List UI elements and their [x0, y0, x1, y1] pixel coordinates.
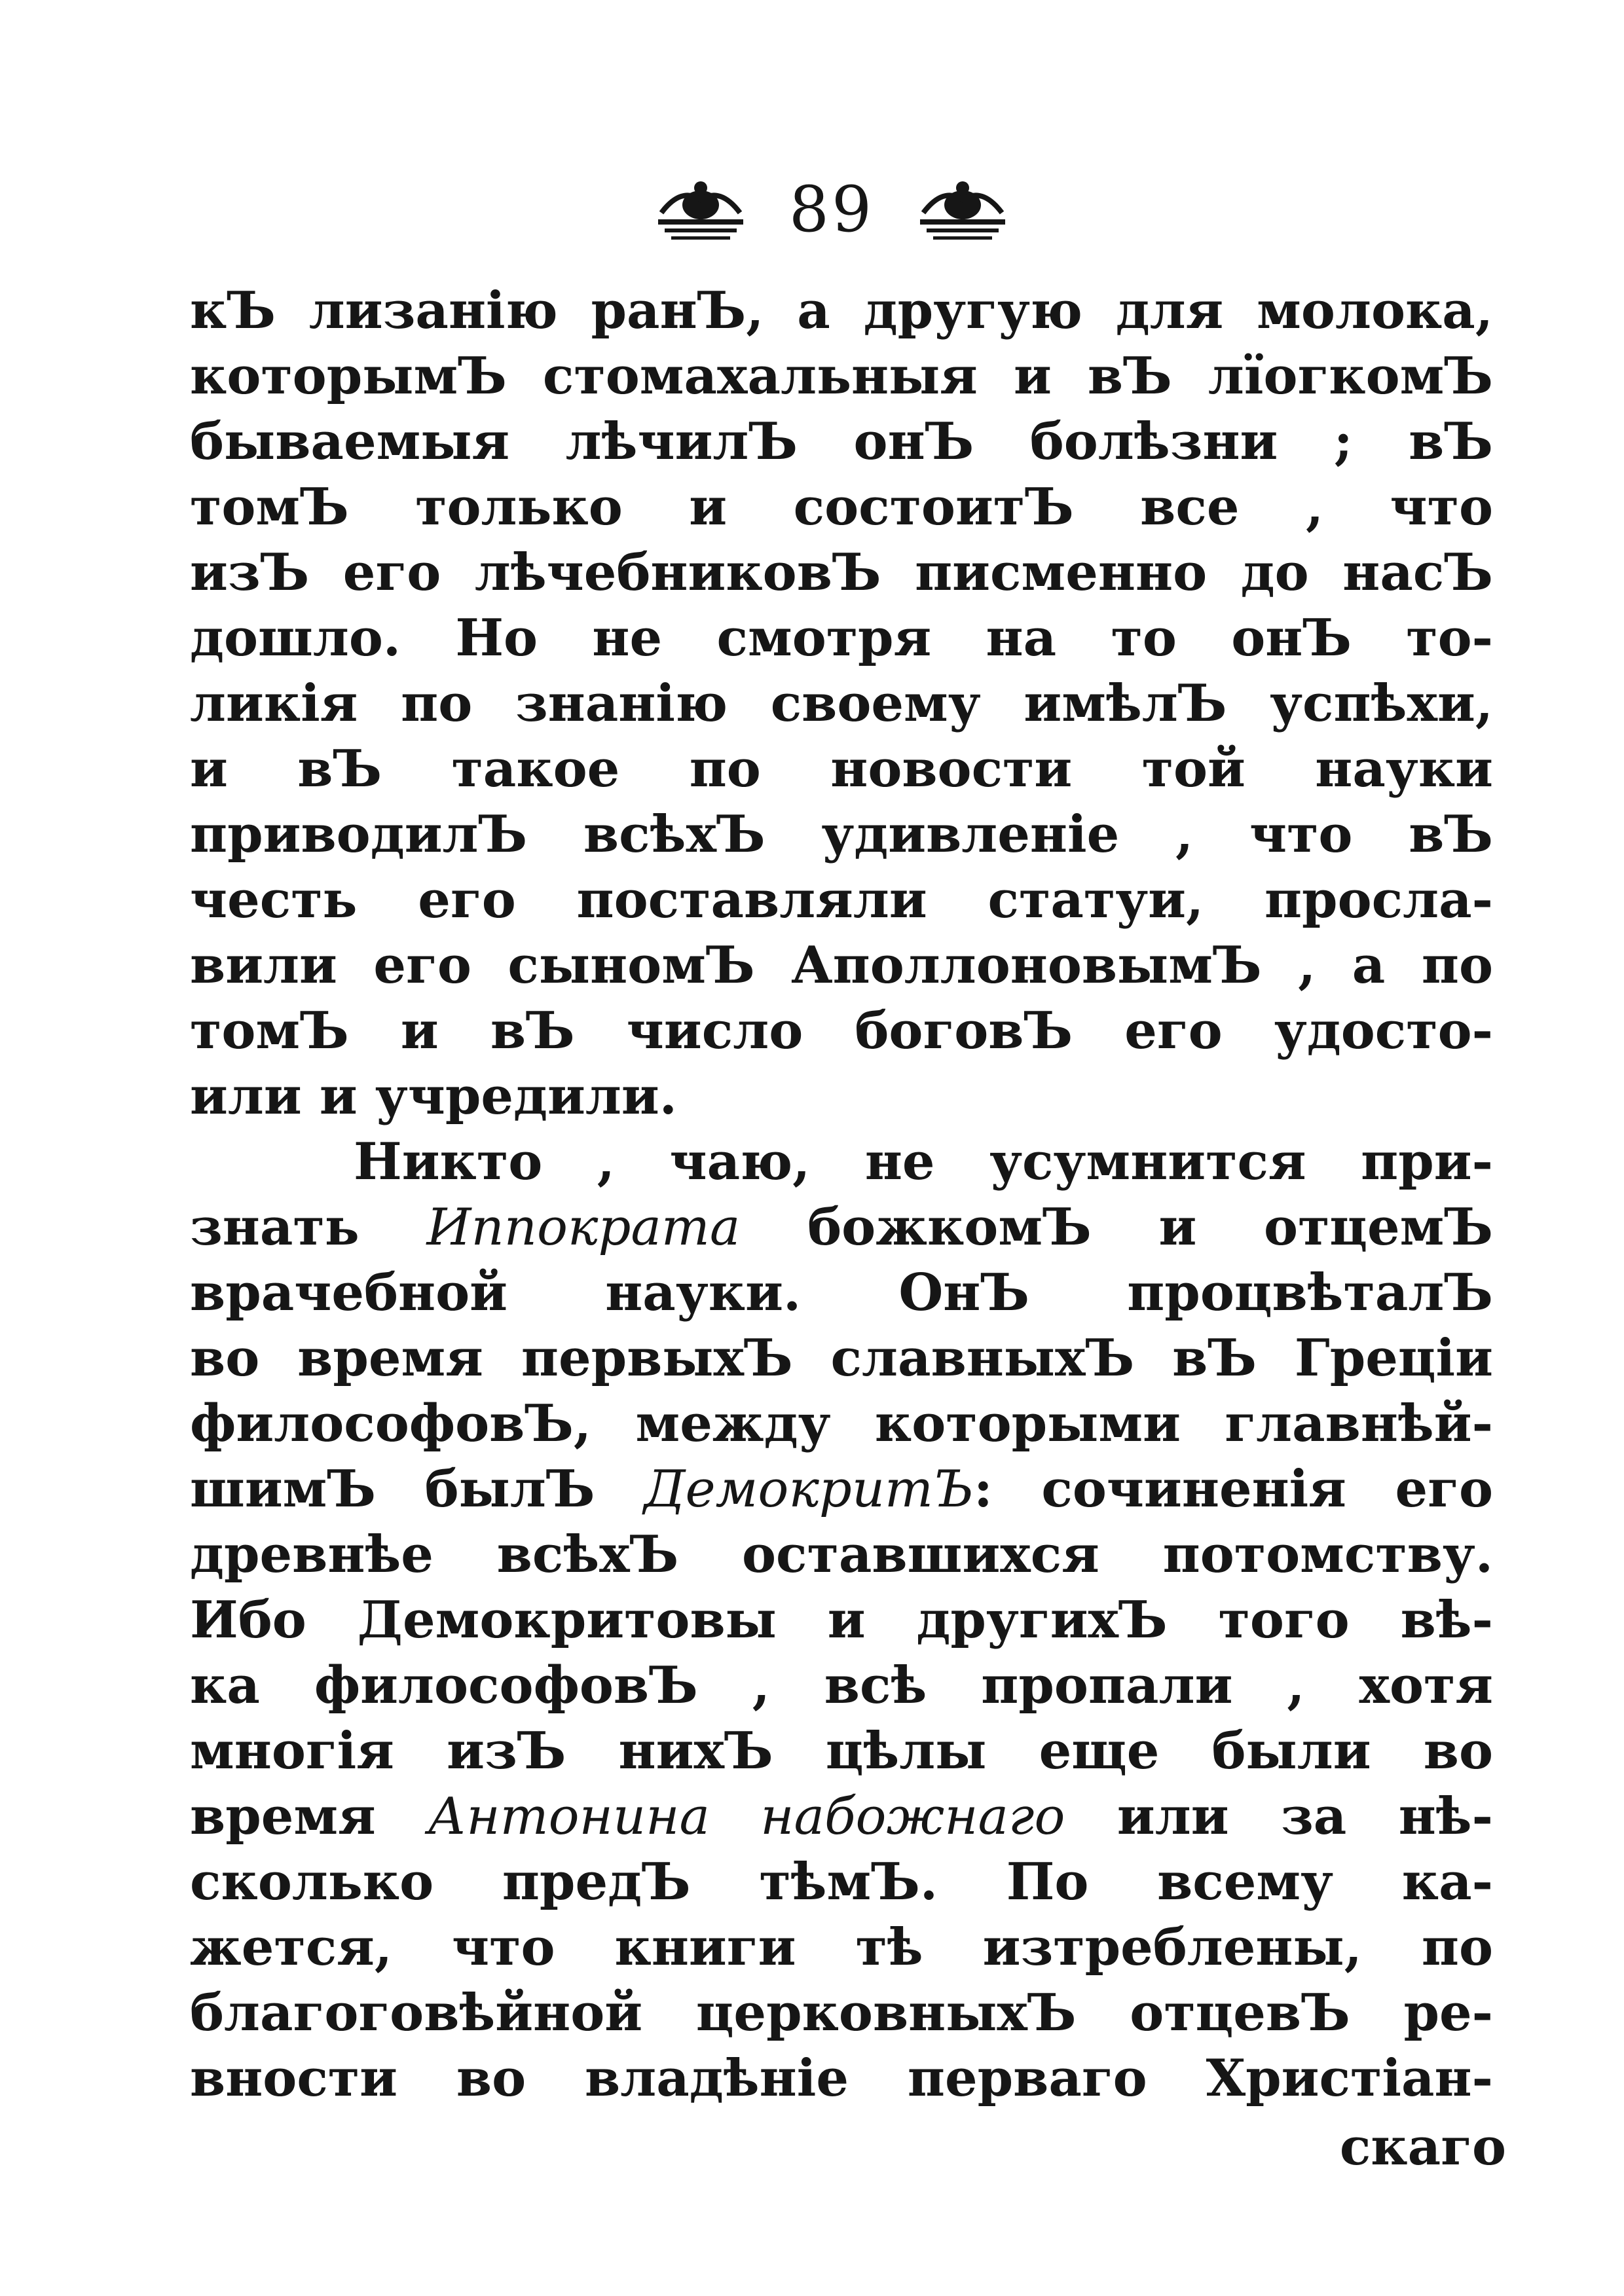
right-ornament-icon [917, 173, 1008, 246]
paragraph-start-line: Никто , чаю, не усумнится при- [354, 1132, 1493, 1192]
text-line: честь его поставляли статуи, просла- [190, 870, 1493, 930]
text-line: сколько предЪ тѣмЪ. По всему ка- [190, 1852, 1493, 1912]
text-fragment: время [190, 1787, 376, 1846]
text-line: ликія по знанію своему имѣлЪ успѣхи, [190, 674, 1493, 733]
text-line: врачебной науки. ОнЪ процвѣталЪ [190, 1263, 1493, 1322]
page-header [655, 173, 995, 252]
text-line: дошло. Но не смотря на то онЪ то- [190, 608, 1493, 668]
left-ornament-icon [655, 173, 747, 246]
italic-name: Иппократа [426, 1198, 741, 1257]
text-line: многія изЪ нихЪ цѣлы еще были во [190, 1721, 1493, 1781]
text-line [190, 1195, 1493, 1260]
text-line: древнѣе всѣхЪ оставшихся потомству. [190, 1525, 1493, 1584]
text-fragment: : сочиненія его [974, 1459, 1493, 1519]
text-line: изЪ его лѣчебниковЪ писменно до насЪ [190, 543, 1493, 602]
text-line: ка философовЪ , всѣ пропали , хотя [190, 1656, 1493, 1715]
italic-name: ДемокритЪ [644, 1460, 974, 1519]
text-line: и вЪ такое по новости той науки [190, 739, 1493, 799]
italic-name: Антонина набожнаго [428, 1787, 1065, 1846]
text-line: Ибо Демокритовы и другихЪ того вѣ- [190, 1590, 1493, 1650]
text-line: благоговѣйной церковныхЪ отцевЪ ре- [190, 1983, 1493, 2043]
body-text [190, 278, 1493, 2111]
text-line [190, 1457, 1493, 1522]
text-line [190, 1784, 1493, 1850]
catchword: скаго [1339, 2117, 1506, 2177]
text-fragment: шимЪ былЪ [190, 1459, 595, 1519]
text-fragment: или за нѣ- [1116, 1787, 1493, 1846]
text-line: кЪ лизанію ранЪ, а другую для молока, [190, 281, 1493, 340]
text-fragment: знать [190, 1197, 360, 1257]
text-line: вности во владѣніе перваго Христіан- [190, 2049, 1493, 2108]
text-line: жется, что книги тѣ изтреблены, по [190, 1918, 1493, 1977]
text-line: томЪ только и состоитЪ все , что [190, 477, 1493, 537]
text-fragment: божкомЪ и отцемЪ [807, 1197, 1494, 1257]
page-number: 89 [788, 173, 875, 246]
text-line: во время первыхЪ славныхЪ вЪ Греціи [190, 1328, 1493, 1388]
text-line: или и учредили. [190, 1066, 677, 1126]
text-line: которымЪ стомахальныя и вЪ лїогкомЪ [190, 346, 1493, 406]
text-line: бываемыя лѣчилЪ онЪ болѣзни ; вЪ [190, 412, 1493, 471]
text-line: томЪ и вЪ число боговЪ его удосто- [190, 1001, 1493, 1061]
text-line: вили его сыномЪ АполлоновымЪ , а по [190, 936, 1493, 995]
text-line: приводилЪ всѣхЪ удивленіе , что вЪ [190, 805, 1493, 864]
text-line: философовЪ, между которыми главнѣй- [190, 1394, 1493, 1453]
